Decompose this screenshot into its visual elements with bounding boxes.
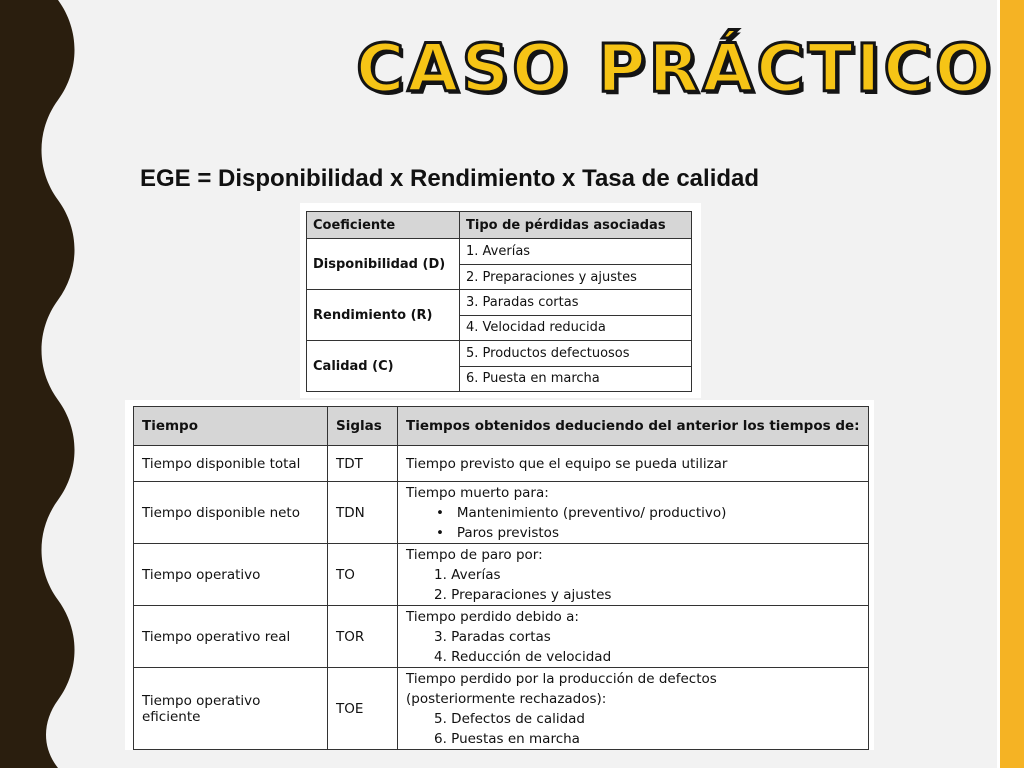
siglas-cell: TOR — [328, 606, 398, 668]
left-wave-decoration — [0, 0, 80, 768]
desc-cell — [398, 482, 869, 544]
loss-cell: 4. Velocidad reducida — [460, 315, 692, 340]
desc-numbered-line: 4. Reducción de velocidad — [434, 648, 612, 665]
header-tiempo: Tiempo — [134, 407, 328, 446]
coefficient-table — [306, 211, 692, 392]
desc-numbered-line: 3. Paradas cortas — [434, 628, 551, 645]
siglas-cell: TOE — [328, 668, 398, 750]
coef-cell: Calidad (C) — [307, 341, 460, 392]
bullet-icon: • — [436, 504, 444, 521]
tiempo-cell: Tiempo operativo real — [134, 606, 328, 668]
tiempo-cell: Tiempo disponible total — [134, 446, 328, 482]
time-table — [133, 406, 869, 750]
desc-bullet-line — [406, 503, 860, 523]
coefficient-table-panel — [300, 203, 701, 398]
bullet-text: Mantenimiento (preventivo/ productivo) — [456, 504, 727, 521]
desc-line: Tiempo previsto que el equipo se pueda utilizar — [406, 455, 728, 472]
coef-cell: Rendimiento (R) — [307, 290, 460, 341]
table-row — [307, 290, 692, 315]
table-row — [134, 668, 869, 750]
desc-line: Tiempo de paro por: — [406, 546, 543, 563]
desc-bullet-line — [406, 523, 860, 543]
desc-numbered-line: 1. Averías — [434, 566, 501, 583]
header-coeficiente: Coeficiente — [307, 212, 460, 239]
time-table-panel — [125, 400, 874, 750]
right-accent-bar — [1000, 0, 1024, 768]
tiempo-cell: Tiempo disponible neto — [134, 482, 328, 544]
desc-cell — [398, 544, 869, 606]
table-row — [134, 446, 869, 482]
desc-cell — [398, 606, 869, 668]
bullet-text: Paros previstos — [456, 524, 559, 541]
table-header-row — [307, 212, 692, 239]
coef-cell: Disponibilidad (D) — [307, 239, 460, 290]
table-row — [307, 239, 692, 264]
desc-line: (posteriormente rechazados): — [406, 690, 607, 707]
table-row — [134, 606, 869, 668]
table-row — [134, 544, 869, 606]
desc-cell — [398, 446, 869, 482]
loss-cell: 5. Productos defectuosos — [460, 341, 692, 366]
desc-numbered-line: 6. Puestas en marcha — [434, 730, 580, 747]
desc-line: Tiempo muerto para: — [406, 484, 549, 501]
desc-numbered-line: 2. Preparaciones y ajustes — [434, 586, 612, 603]
loss-cell: 1. Averías — [460, 239, 692, 264]
loss-cell: 3. Paradas cortas — [460, 290, 692, 315]
siglas-cell: TDT — [328, 446, 398, 482]
desc-line: Tiempo perdido debido a: — [406, 608, 579, 625]
desc-numbered-line: 5. Defectos de calidad — [434, 710, 586, 727]
loss-cell: 2. Preparaciones y ajustes — [460, 264, 692, 289]
siglas-cell: TDN — [328, 482, 398, 544]
tiempo-cell: Tiempo operativo eficiente — [134, 668, 328, 750]
table-row — [134, 482, 869, 544]
loss-cell: 6. Puesta en marcha — [460, 366, 692, 391]
siglas-cell: TO — [328, 544, 398, 606]
desc-line: Tiempo perdido por la producción de defectos — [406, 670, 717, 687]
tiempo-cell: Tiempo operativo — [134, 544, 328, 606]
desc-cell — [398, 668, 869, 750]
table-header-row — [134, 407, 869, 446]
bullet-icon: • — [436, 524, 444, 541]
slide-title: CASO PRÁCTICO — [356, 30, 994, 107]
header-tipo-perdidas: Tipo de pérdidas asociadas — [460, 212, 692, 239]
table-row — [307, 341, 692, 366]
formula-text: EGE = Disponibilidad x Rendimiento x Tasa de calidad — [140, 165, 760, 192]
header-tiempos-obtenidos: Tiempos obtenidos deduciendo del anterior los tiempos de: — [398, 407, 869, 446]
header-siglas: Siglas — [328, 407, 398, 446]
